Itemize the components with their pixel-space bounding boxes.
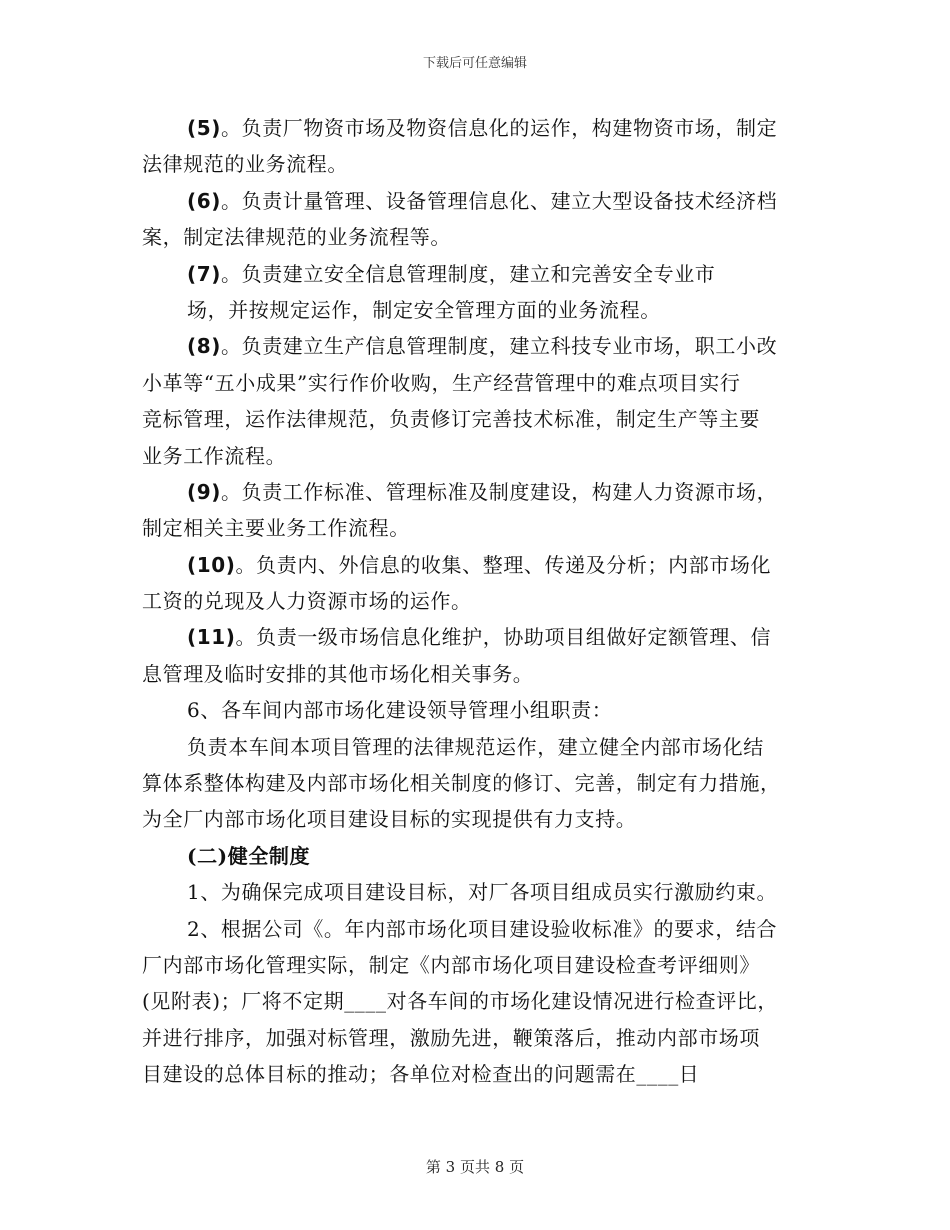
line-text: 负责本车间本项目管理的法律规范运作，建立健全内部市场化结: [187, 734, 764, 759]
line-text: 竞标管理，运作法律规范，负责修订完善技术标准，制定生产等主要: [142, 407, 760, 432]
line-text: 小革等“五小成果”实行作价收购，生产经营管理中的难点项目实行: [142, 370, 741, 395]
text-line: [142, 219, 810, 255]
line-text: 业务工作流程。: [142, 443, 287, 468]
text-line: [142, 801, 810, 837]
line-text: 。负责一级市场信息化维护，协助项目组做好定额管理、信: [235, 625, 772, 650]
page-header: 下载后可任意编辑: [422, 56, 527, 71]
text-line: [142, 983, 810, 1019]
text-line: [142, 438, 810, 474]
line-text: 2、根据公司《。年内部市场化项目建设验收标准》的要求，结合: [187, 916, 778, 941]
page-footer: 第 3 页共 8 页: [425, 1158, 525, 1176]
item-number: (5): [187, 116, 221, 140]
line-text: 。负责建立生产信息管理制度，建立科技专业市场，职工小改: [221, 334, 778, 359]
line-text: 6、各车间内部市场化建设领导管理小组职责：: [187, 698, 613, 723]
item-number: (8): [187, 334, 221, 359]
line-text: (见附表)；厂将不定期____对各车间的市场化建设情况进行检查评比，: [142, 989, 779, 1014]
item-number: (9): [187, 479, 221, 504]
text-line: [142, 365, 810, 401]
line-text: 算体系整体构建及内部市场化相关制度的修订、完善，制定有力措施，: [142, 771, 781, 796]
item-number: (6): [187, 188, 221, 213]
text-line: [142, 947, 810, 983]
text-line: [142, 1056, 810, 1092]
line-text: 工资的兑现及人力资源市场的运作。: [142, 589, 472, 614]
text-line: [142, 146, 810, 182]
line-text: 为全厂内部市场化项目建设目标的实现提供有力支持。: [142, 807, 637, 832]
text-line: [142, 656, 810, 692]
text-line: [142, 729, 810, 765]
text-line: [142, 256, 810, 292]
text-line: [142, 110, 810, 146]
line-text: 案，制定法律规范的业务流程等。: [142, 225, 451, 250]
line-text: 。负责计量管理、设备管理信息化、建立大型设备技术经济档: [221, 188, 778, 213]
line-text: 法律规范的业务流程。: [142, 152, 348, 177]
line-text: 。负责工作标准、管理标准及制度建设，构建人力资源市场，: [221, 479, 778, 504]
text-line: [142, 692, 810, 728]
line-text: 目建设的总体目标的推动；各单位对检查出的问题需在____日: [142, 1062, 700, 1087]
text-line: [142, 292, 810, 328]
text-line: [142, 547, 810, 583]
document-body: [142, 110, 810, 1093]
item-number: (7): [187, 261, 221, 286]
text-line: [142, 474, 810, 510]
text-line: [142, 838, 810, 874]
line-text: 1、为确保完成项目建设目标，对厂各项目组成员实行激励约束。: [187, 880, 778, 905]
text-line: [142, 1020, 810, 1056]
text-line: [142, 183, 810, 219]
text-line: [142, 874, 810, 910]
line-text: 息管理及临时安排的其他市场化相关事务。: [142, 661, 534, 686]
line-text: 。负责建立安全信息管理制度，建立和完善安全专业市: [221, 261, 716, 286]
text-line: [142, 583, 810, 619]
item-number: (10): [187, 552, 236, 577]
line-text: 厂内部市场化管理实际，制定《内部市场化项目建设检查考评细则》: [142, 952, 760, 977]
line-text: 。负责厂物资市场及物资信息化的运作，构建物资市场，制定: [221, 116, 778, 140]
text-line: [142, 328, 810, 364]
line-text: 场，并按规定运作，制定安全管理方面的业务流程。: [187, 297, 661, 322]
line-text: 制定相关主要业务工作流程。: [142, 516, 410, 541]
line-text: 。负责内、外信息的收集、整理、传递及分析；内部市场化: [235, 552, 772, 577]
text-line: [142, 510, 810, 546]
line-text: (二)健全制度: [187, 843, 311, 868]
text-line: [142, 765, 810, 801]
line-text: 并进行排序，加强对标管理，激励先进，鞭策落后，推动内部市场项: [142, 1025, 760, 1050]
text-line: [142, 911, 810, 947]
text-line: [142, 401, 810, 437]
text-line: [142, 619, 810, 655]
item-number: (11): [187, 625, 236, 650]
